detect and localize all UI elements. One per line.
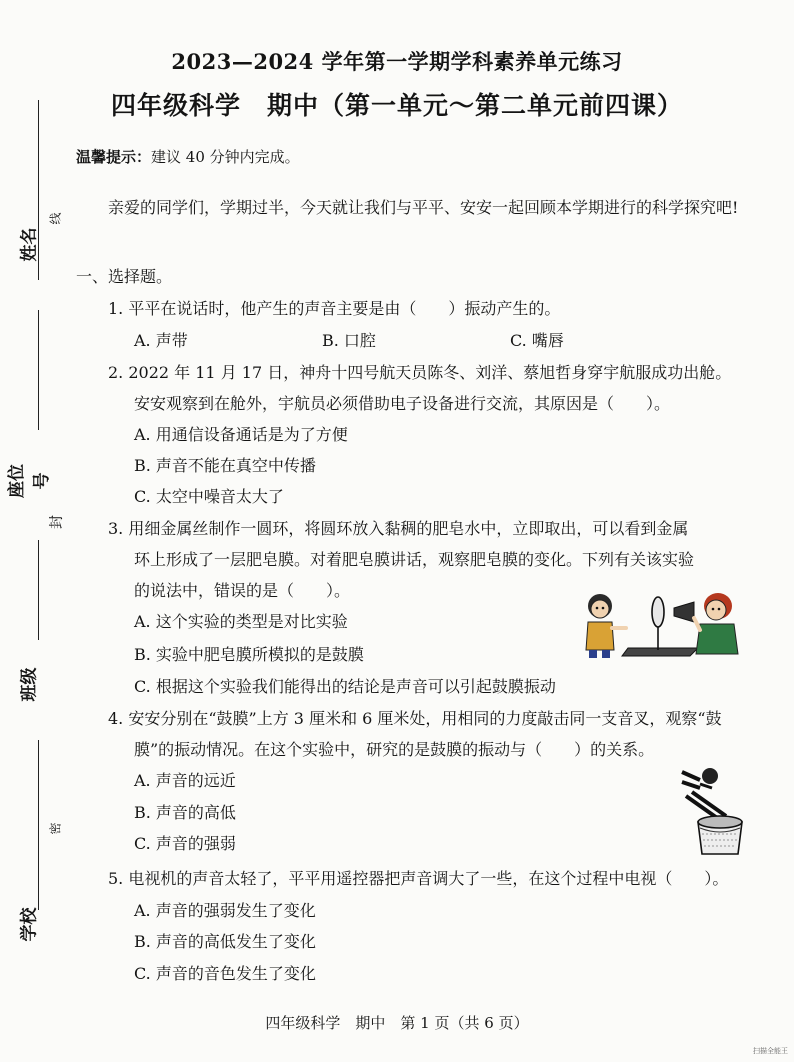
binding-mark-seal: 封 [49,515,65,529]
drum-membrane [698,816,742,854]
tip [76,146,300,167]
q4-option-a: A. 声音的远近 [134,771,236,790]
name-label: 姓名 [19,227,40,262]
q4-option-b: B. 声音的高低 [134,803,236,822]
exam-title: 2023—2024 学年第一学期学科素养单元练习 [171,49,623,74]
page-footer: 四年级科学 期中 第 1 页（共 6 页） [265,1014,529,1032]
binding-line-class [38,540,39,640]
class-label: 班级 [19,667,40,702]
section-title: 一、选择题。 [76,267,173,286]
q2-option-b: B. 声音不能在真空中传播 [134,456,316,475]
q2-stem-line1: 2. 2022 年 11 月 17 日，神舟十四号航天员陈冬、刘洋、蔡旭哲身穿宇航服成功出舱。 [108,363,732,382]
q3-stem-line2: 环上形成了一层肥皂膜。对着肥皂膜讲话，观察肥皂膜的变化。下列有关该实验 [134,550,695,569]
tip-label: 温馨提示： [76,148,152,166]
q3-option-a: A. 这个实验的类型是对比实验 [134,612,348,631]
tuning-fork [682,768,726,820]
q1-stem: 1. 平平在说话时，他产生的声音主要是由（ ）振动产生的。 [108,299,561,318]
q4-option-c: C. 声音的强弱 [134,834,236,853]
q3-option-c: C. 根据这个实验我们能得出的结论是声音可以引起鼓膜振动 [134,677,556,696]
intro-paragraph: 亲爱的同学们，学期过半，今天就让我们与平平、安安一起回顾本学期进行的科学探究吧! [108,198,739,217]
q3-stem-line1: 3. 用细金属丝制作一圆环，将圆环放入黏稠的肥皂水中，立即取出，可以看到金属 [108,519,689,538]
q5-option-c: C. 声音的音色发生了变化 [134,964,316,983]
soap-film-experiment-illustration [578,588,748,660]
q5-option-b: B. 声音的高低发生了变化 [134,932,316,951]
q2-option-c: C. 太空中噪音太大了 [134,487,284,506]
tuning-fork-drum-illustration [676,762,752,858]
q2-option-a: A. 用通信设备通话是为了方便 [134,425,348,444]
q5-option-a: A. 声音的强弱发生了变化 [134,901,316,920]
q1-option-a: A. 声带 [134,331,188,350]
school-label: 学校 [19,907,40,942]
binding-mark-line: 线 [48,212,63,225]
boy-figure [586,594,626,658]
exam-subtitle: 四年级科学 期中（第一单元～第二单元前四课） [110,91,683,120]
q4-stem-line2: 膜”的振动情况。在这个实验中，研究的是鼓膜的振动与（ ）的关系。 [134,740,655,759]
q4-stem-line1: 4. 安安分别在“鼓膜”上方 3 厘米和 6 厘米处，用相同的力度敲击同一支音叉，观察“鼓 [108,709,722,728]
binding-line-seat [38,310,39,430]
seat-number-label: 座位号 [7,464,52,498]
q2-stem-line2: 安安观察到在舱外，宇航员必须借助电子设备进行交流，其原因是（ ）。 [134,394,671,413]
tip-text: 建议 40 分钟内完成。 [151,148,300,166]
q3-stem-line3: 的说法中，错误的是（ ）。 [134,581,351,600]
binding-line-school [38,740,39,910]
q1-option-b: B. 口腔 [322,331,376,350]
girl-figure [674,593,738,654]
q5-stem: 5. 电视机的声音太轻了，平平用遥控器把声音调大了一些，在这个过程中电视（ ）。 [108,869,729,888]
binding-mark-dense: 密 [48,822,63,835]
q1-option-c: C. 嘴唇 [510,331,564,350]
q3-option-b: B. 实验中肥皂膜所模拟的是鼓膜 [134,645,364,664]
scanner-watermark: 扫描全能王 [753,1047,788,1055]
